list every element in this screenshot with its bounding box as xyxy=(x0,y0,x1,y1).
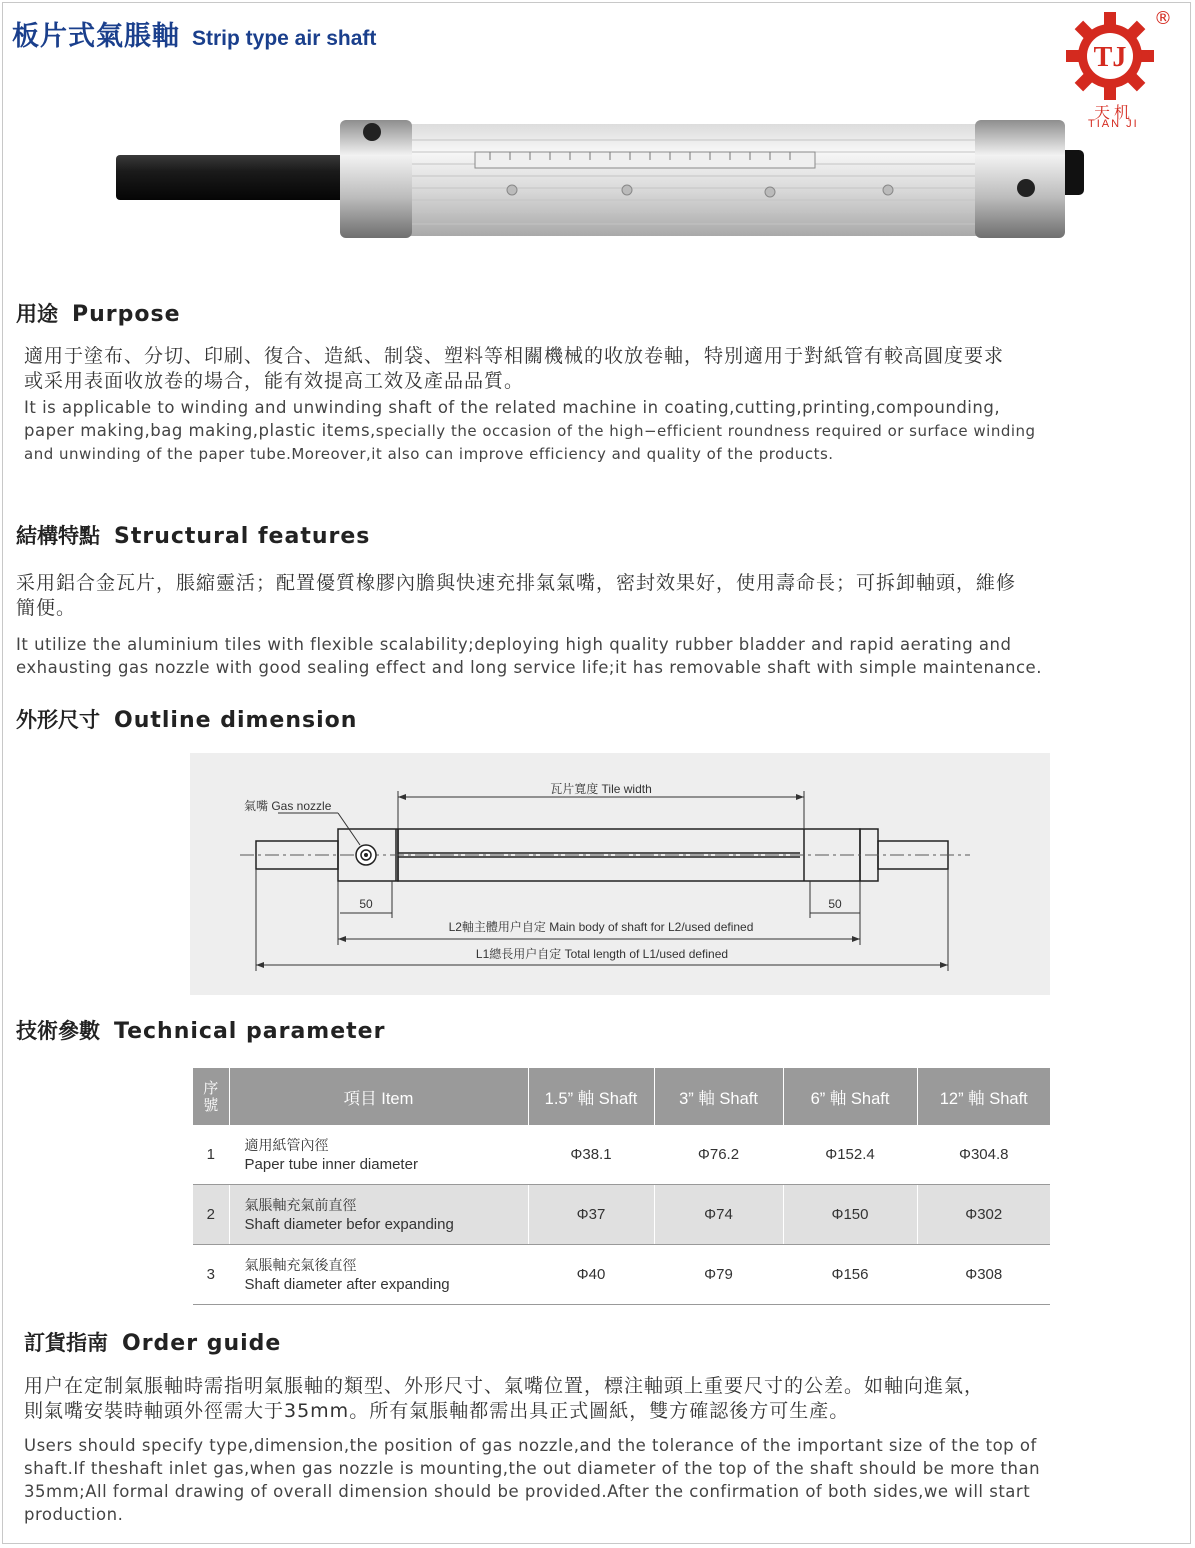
col-header-shaft-3: 3” 軸 Shaft xyxy=(654,1068,783,1125)
row-item-en: Shaft diameter befor expanding xyxy=(244,1215,454,1233)
row-value: Φ76.2 xyxy=(654,1125,783,1185)
order-heading-cn: 訂貨指南 xyxy=(24,1331,108,1355)
order-cn-line: 用户在定制氣脹軸時需指明氣脹軸的類型、外形尺寸、氣嘴位置，標注軸頭上重要尺寸的公差。如軸向進氣， xyxy=(24,1375,985,1397)
col-header-item: 項目 Item xyxy=(229,1068,528,1125)
structural-cn-line: 簡便。 xyxy=(16,597,77,619)
order-heading-en: Order guide xyxy=(122,1331,282,1356)
technical-heading xyxy=(16,1015,385,1045)
logo-mark: TJ xyxy=(1093,42,1127,73)
registered-mark: ® xyxy=(1154,8,1172,29)
gear-logo-icon xyxy=(1064,10,1156,102)
row-value: Φ304.8 xyxy=(917,1125,1050,1185)
l2-label: L2軸主體用户自定 Main body of shaft for L2/used defined xyxy=(448,920,754,934)
col-header-no: 序號 xyxy=(193,1068,229,1125)
row-value: Φ152.4 xyxy=(783,1125,917,1185)
purpose-en-fragment: paper making,bag making,plastic items, xyxy=(24,421,376,440)
outline-heading-cn: 外形尺寸 xyxy=(16,708,100,732)
order-heading xyxy=(24,1327,281,1357)
air-shaft-photo xyxy=(110,110,1095,250)
outline-heading-en: Outline dimension xyxy=(114,708,358,733)
structural-cn-line: 采用鋁合金瓦片，脹縮靈活；配置優質橡膠內膽與快速充排氣氣嘴，密封效果好，使用壽命長；可拆卸軸頭，維修 xyxy=(16,572,1017,594)
order-en-line: Users should specify type,dimension,the position of gas nozzle,and the tolerance of the important size of the top of xyxy=(24,1436,1037,1455)
l1-label: L1總長用户自定 Total length of L1/used defined xyxy=(475,947,729,961)
table-row xyxy=(193,1125,1050,1185)
technical-table-wrap xyxy=(193,1068,1050,1305)
order-en-line: shaft.If theshaft inlet gas,when gas nozzle is mounting,the out diameter of the top of the shaft should be more than xyxy=(24,1459,1041,1478)
purpose-en-line: and unwinding of the paper tube.Moreover,it also can improve efficiency and quality of the products. xyxy=(24,445,834,463)
technical-table xyxy=(193,1068,1050,1305)
order-en-line: production. xyxy=(24,1505,124,1524)
structural-en-line: It utilize the aluminium tiles with flexible scalability;deploying high quality rubber bladder and rapid aerating and xyxy=(16,635,1012,654)
row-value: Φ37 xyxy=(528,1185,654,1245)
technical-heading-en: Technical parameter xyxy=(114,1019,386,1044)
page-title xyxy=(12,14,376,53)
row-item-cn: 適用紙管內徑 xyxy=(244,1136,329,1153)
technical-heading-cn: 技術參數 xyxy=(16,1019,100,1043)
title-cn: 板片式氣脹軸 xyxy=(12,21,180,52)
row-no: 1 xyxy=(193,1125,229,1185)
order-text-cn xyxy=(24,1374,984,1424)
purpose-en-line xyxy=(24,419,1036,443)
right-50-label: 50 xyxy=(828,897,842,911)
row-item xyxy=(229,1245,528,1305)
purpose-heading-cn: 用途 xyxy=(16,302,58,326)
row-item xyxy=(229,1125,528,1185)
tile-width-label: 瓦片寬度 Tile width xyxy=(550,782,652,796)
col-header-shaft-1-5: 1.5” 軸 Shaft xyxy=(528,1068,654,1125)
structural-heading-en: Structural features xyxy=(114,524,371,549)
row-value: Φ302 xyxy=(917,1185,1050,1245)
table-row xyxy=(193,1245,1050,1305)
left-50-label: 50 xyxy=(359,897,373,911)
col-header-shaft-12: 12” 軸 Shaft xyxy=(917,1068,1050,1125)
structural-text-cn xyxy=(16,571,1016,621)
gas-nozzle-label: 氣嘴 Gas nozzle xyxy=(244,799,332,813)
row-item-en: Paper tube inner diameter xyxy=(244,1155,418,1173)
row-item-cn: 氣脹軸充氣前直徑 xyxy=(244,1196,357,1213)
row-value: Φ79 xyxy=(654,1245,783,1305)
row-no: 3 xyxy=(193,1245,229,1305)
purpose-text-cn xyxy=(24,344,1004,394)
row-value: Φ40 xyxy=(528,1245,654,1305)
outline-heading xyxy=(16,704,357,734)
structural-en-line: exhausting gas nozzle with good sealing effect and long service life;it has removable shaft with simple maintenance. xyxy=(16,658,1042,677)
structural-text-en xyxy=(16,633,1042,679)
logo-name-en: TIAN JI xyxy=(1088,118,1139,130)
structural-heading-cn: 結構特點 xyxy=(16,524,100,548)
row-value: Φ38.1 xyxy=(528,1125,654,1185)
row-value: Φ74 xyxy=(654,1185,783,1245)
purpose-en-line: It is applicable to winding and unwinding shaft of the related machine in coating,cutting,printing,compounding, xyxy=(24,398,1001,417)
row-value: Φ308 xyxy=(917,1245,1050,1305)
row-value: Φ156 xyxy=(783,1245,917,1305)
row-value: Φ150 xyxy=(783,1185,917,1245)
order-text-en xyxy=(24,1434,1040,1526)
table-row xyxy=(193,1185,1050,1245)
row-item-en: Shaft diameter after expanding xyxy=(244,1275,450,1293)
title-en: Strip type air shaft xyxy=(192,27,377,50)
purpose-en-fragment: specially the occasion of the high−efficient roundness required or surface winding xyxy=(375,422,1036,440)
row-item xyxy=(229,1185,528,1245)
row-no: 2 xyxy=(193,1185,229,1245)
col-header-shaft-6: 6” 軸 Shaft xyxy=(783,1068,917,1125)
order-en-line: 35mm;All formal drawing of overall dimension should be provided.After the confirmation of both sides,we will start xyxy=(24,1482,1031,1501)
purpose-cn-line: 或采用表面收放卷的場合，能有效提高工效及產品品質。 xyxy=(24,370,525,392)
purpose-text-en xyxy=(24,396,1036,466)
purpose-heading-en: Purpose xyxy=(72,302,181,327)
purpose-heading xyxy=(16,298,181,328)
logo-name-cn: 天机 xyxy=(1094,103,1135,122)
purpose-cn-line: 適用于塗布、分切、印刷、復合、造紙、制袋、塑料等相關機械的收放卷軸，特別適用于對紙管有較高圓度要求 xyxy=(24,345,1005,367)
outline-dimension-diagram xyxy=(190,753,1050,995)
structural-heading xyxy=(16,520,370,550)
table-header-row xyxy=(193,1068,1050,1125)
order-cn-line: 則氣嘴安裝時軸頭外徑需大于35mm。所有氣脹軸都需出具正式圖紙，雙方確認後方可生產。 xyxy=(24,1400,850,1422)
row-item-cn: 氣脹軸充氣後直徑 xyxy=(244,1256,357,1273)
